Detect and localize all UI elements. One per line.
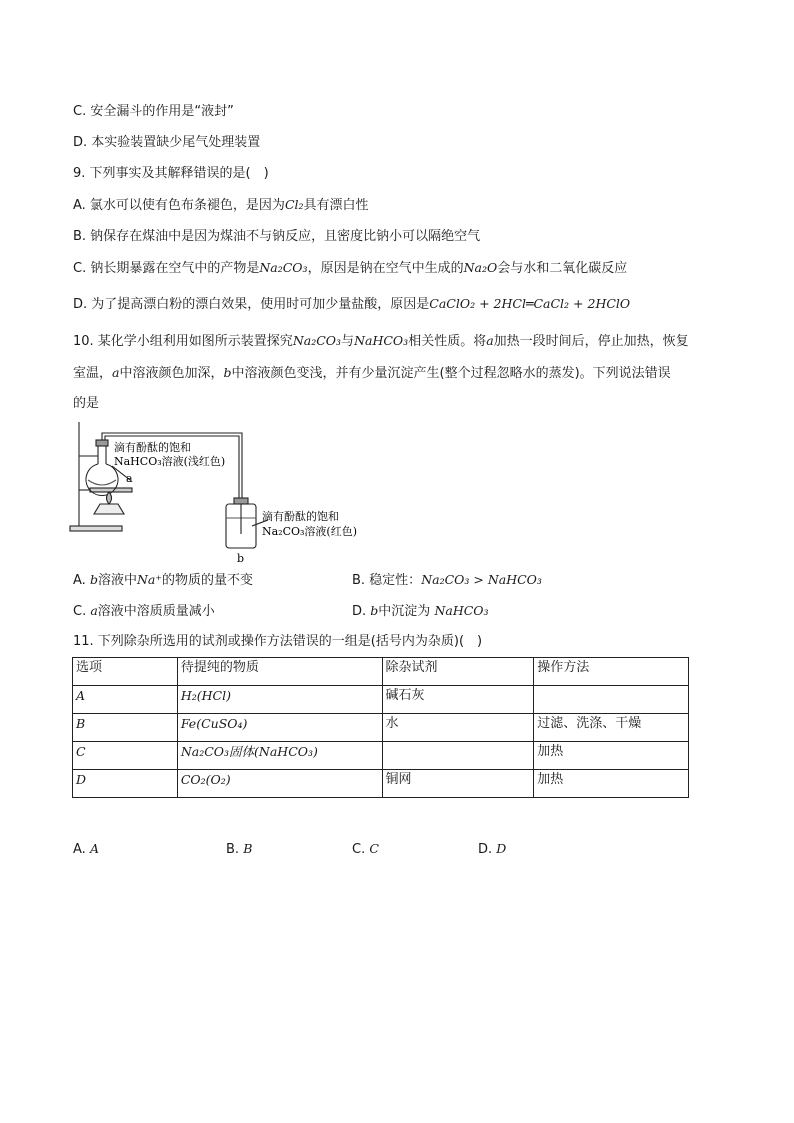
cell-method: 加热 [534,742,689,770]
q10-option-a-post: 的物质的量不变 [161,573,253,588]
q10-text-1: 10. 某化学小组利用如图所示装置探究 [73,334,293,349]
wire-gauze [90,488,132,492]
header-substance: 待提纯的物质 [177,658,382,686]
q10-stem-line1 [73,332,689,351]
q9-option-c-text-mid: ，原因是钠在空气中生成的 [307,261,464,276]
table-row [73,742,689,770]
table-header-row [73,658,689,686]
q10-option-b [352,571,542,590]
cell-method [534,686,689,714]
table-row [73,686,689,714]
q10-option-a-var: b [89,572,98,587]
q9-option-d-formula: CaClO₂ + 2HCl═CaCl₂ + 2HClO [429,296,631,311]
q10-option-a-prefix: A. [73,573,90,588]
q10-text-2: 与 [341,334,355,349]
q11-answer-c-letter: C [369,841,379,856]
q10-apparatus-figure [62,418,382,566]
cell-reagent [382,742,534,770]
cell-substance: Na₂CO₃固体(NaHCO₃) [177,742,382,770]
q10-var-a2: a [112,365,120,380]
q10-option-d-formula: NaHCO₃ [434,603,489,618]
q10-formula-na2co3: Na₂CO₃ [292,333,342,348]
q9-stem: 9. 下列事实及其解释错误的是( ) [73,166,269,181]
q9-option-a-formula: Cl₂ [284,197,304,212]
q10-var-a: a [486,333,494,348]
q11-answer-b [226,840,252,859]
q9-option-b: B. 钠保存在煤油中是因为煤油不与钠反应，且密度比钠小可以隔绝空气 [73,229,481,244]
bottle-stopper [234,498,248,504]
q10-text-5: 室温， [73,366,113,381]
q11-answer-b-prefix: B. [226,842,244,857]
cell-reagent: 铜网 [382,770,534,798]
q9-option-a-text: A. 氯水可以使有色布条褪色，是因为 [73,198,285,213]
stand-base [70,526,122,531]
q9-option-a [73,196,369,215]
alcohol-lamp [94,504,124,514]
q11-answer-c [352,840,379,859]
q11-answer-d-prefix: D. [478,842,497,857]
lamp-flame [107,492,112,504]
header-option: 选项 [73,658,178,686]
q9-option-c-text: C. 钠长期暴露在空气中的产物是 [73,261,260,276]
q10-option-c-post: 溶液中溶质质量减小 [97,604,215,619]
label-a: a [126,472,133,485]
q10-option-a-mid: 溶液中 [97,573,137,588]
q10-text-4: 加热一段时间后，停止加热，恢复 [493,334,689,349]
q10-option-d [352,602,489,621]
label-a-line2: NaHCO₃溶液(浅红色) [114,455,226,468]
q10-option-c-prefix: C. [73,604,91,619]
flask-stopper [96,440,108,446]
q10-option-a [73,571,253,590]
q10-option-d-var: b [370,603,379,618]
label-b-line1: 滴有酚酞的饱和 [262,510,339,523]
q8-option-d: D. 本实验装置缺少尾气处理装置 [73,135,261,150]
header-method: 操作方法 [534,658,689,686]
q10-option-d-prefix: D. [352,604,371,619]
cell-method: 加热 [534,770,689,798]
q10-stem-line2 [73,364,671,383]
q11-answer-a-prefix: A. [73,842,90,857]
cell-option: B [73,714,178,742]
label-a-line1: 滴有酚酞的饱和 [114,441,191,454]
q11-stem: 11. 下列除杂所选用的试剂或操作方法错误的一组是(括号内为杂质)( ) [73,634,483,649]
q11-answer-d-letter: D [496,841,507,856]
q9-option-d [73,295,630,314]
cell-option: A [73,686,178,714]
cell-substance: H₂(HCl) [177,686,382,714]
table-row [73,714,689,742]
q11-answer-b-letter: B [243,841,253,856]
flask-liquid [88,480,116,485]
q9-option-c-formula1: Na₂CO₃ [259,260,308,275]
q10-text-6: 中溶液颜色加深， [119,366,224,381]
cell-option: D [73,770,178,798]
q8-option-c: C. 安全漏斗的作用是“液封” [73,104,234,119]
q10-text-7: 中溶液颜色变浅，并有少量沉淀产生(整个过程忽略水的蒸发)。下列说法错误 [231,366,671,381]
label-b-line2: Na₂CO₃溶液(红色) [262,525,358,538]
q10-formula-nahco3: NaHCO₃ [354,333,409,348]
table-row [73,770,689,798]
cell-substance: Fe(CuSO₄) [177,714,382,742]
q11-table [72,657,689,798]
cell-substance: CO₂(O₂) [177,770,382,798]
q9-option-a-text-end: 具有漂白性 [303,198,369,213]
q9-option-c [73,259,627,278]
cell-method: 过滤、洗涤、干燥 [534,714,689,742]
cell-reagent: 水 [382,714,534,742]
q10-stem-line3: 的是 [73,396,100,411]
q11-answer-d [478,840,506,859]
header-reagent: 除杂试剂 [382,658,534,686]
q10-option-b-prefix: B. 稳定性： [352,573,422,588]
q9-option-c-formula2: Na₂O [463,260,498,275]
cell-option: C [73,742,178,770]
q9-option-c-text-end: 会与水和二氧化碳反应 [497,261,628,276]
q10-option-c-var: a [90,603,98,618]
q11-answer-a-letter: A [89,841,99,856]
q10-text-3: 相关性质。将 [408,334,487,349]
cell-reagent: 碱石灰 [382,686,534,714]
q10-option-d-mid: 中沉淀为 [378,604,435,619]
q10-option-b-formula: Na₂CO₃ > NaHCO₃ [421,572,542,587]
q9-option-d-text: D. 为了提高漂白粉的漂白效果，使用时可加少量盐酸，原因是 [73,297,430,312]
label-b: b [237,552,245,565]
q10-var-b: b [223,365,232,380]
q10-option-a-formula: Na⁺ [136,572,162,587]
q11-answer-a [73,840,99,859]
q11-answer-c-prefix: C. [352,842,370,857]
q10-option-c [73,602,215,621]
